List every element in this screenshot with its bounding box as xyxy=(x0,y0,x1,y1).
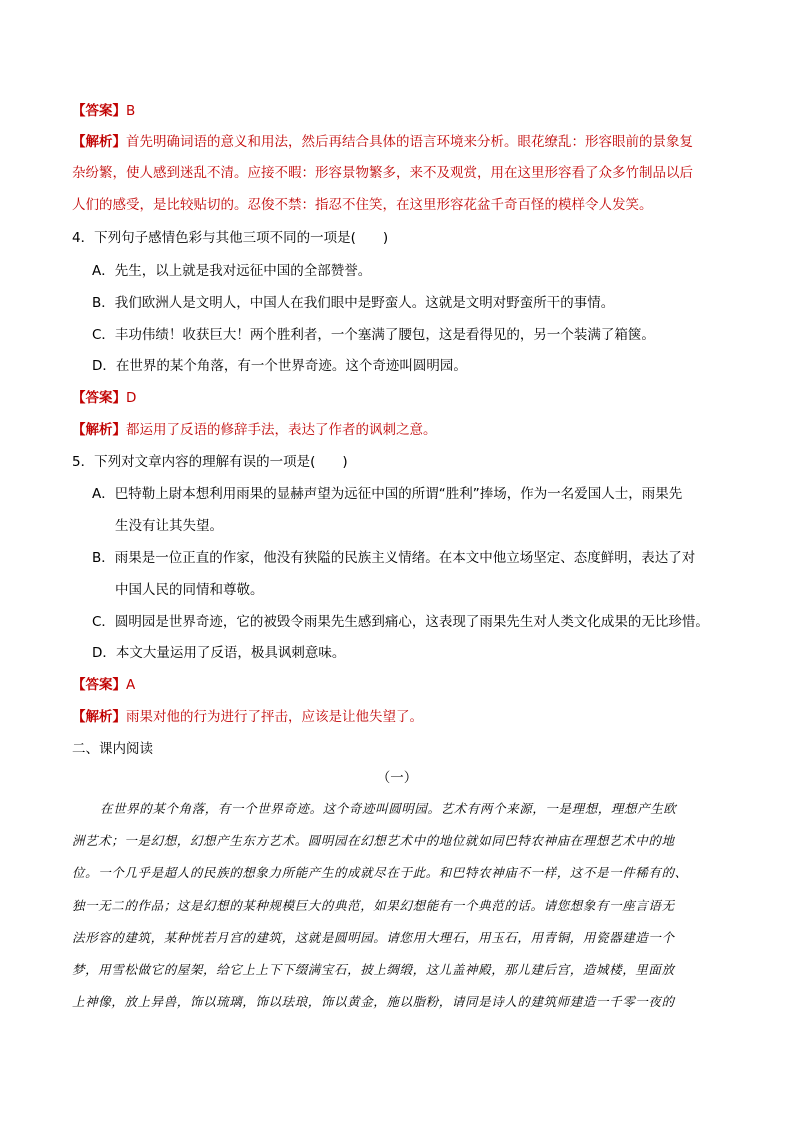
q5-option-a-cont: 生没有让其失望。 xyxy=(115,518,223,534)
q5-analysis xyxy=(72,707,423,727)
analysis-tag: 【解析】 xyxy=(72,422,126,438)
answer-tag: 【答案】 xyxy=(72,677,126,693)
q3-analysis-line-2: 杂纷繁，使人感到迷乱不清。应接不暇：形容景物繁多，来不及观赏，用在这里形容看了众多竹制品以后 xyxy=(72,165,693,181)
q5-option-b: B．雨果是一位正直的作家，他没有狭隘的民族主义情绪。在本文中他立场坚定、态度鲜明，表达了对 xyxy=(92,550,696,566)
analysis-text: 都运用了反语的修辞手法，表达了作者的讽刺之意。 xyxy=(126,422,437,438)
q5-option-d: D．本文大量运用了反语，极具讽刺意味。 xyxy=(92,645,346,661)
q5-option-a: A．巴特勒上尉本想利用雨果的显赫声望为远征中国的所谓“胜利”捧场，作为一名爱国人士，雨果先 xyxy=(92,486,683,502)
passage-line: 位。一个几乎是超人的民族的想象力所能产生的成就尽在于此。和巴特农神庙不一样，这不是一件稀有的、 xyxy=(72,865,688,880)
passage-title: （一） xyxy=(376,770,418,786)
q5-option-c: C．圆明园是世界奇迹，它的被毁令雨果先生感到痛心，这表现了雨果先生对人类文化成果的无比珍惜。 xyxy=(92,614,709,630)
passage-line: 梦，用雪松做它的屋架，给它上上下下缀满宝石，披上绸缎，这儿盖神殿，那儿建后宫，造城楼，里面放 xyxy=(72,962,675,977)
passage-line: 上神像，放上异兽，饰以琉璃，饰以珐琅，饰以黄金，施以脂粉，请同是诗人的建筑师建造一千零一夜的 xyxy=(72,994,675,1009)
q4-option-a: A．先生，以上就是我对远征中国的全部赞誉。 xyxy=(92,263,372,279)
q3-analysis-line-1 xyxy=(72,132,693,152)
q4-analysis xyxy=(72,420,437,440)
q3-analysis-line-3: 人们的感受，是比较贴切的。忍俊不禁：指忍不住笑，在这里形容花盆千奇百怪的模样令人发笑。 xyxy=(72,197,653,213)
q5-stem: 5．下列对文章内容的理解有误的一项是( ) xyxy=(72,454,348,470)
analysis-text: 首先明确词语的意义和用法，然后再结合具体的语言环境来分析。眼花缭乱：形容眼前的景象复 xyxy=(126,134,693,150)
analysis-text: 雨果对他的行为进行了抨击，应该是让他失望了。 xyxy=(126,709,423,725)
passage-line: 在世界的某个角落，有一个世界奇迹。这个奇迹叫圆明园。艺术有两个来源，一是理想，理想产生欧 xyxy=(100,801,677,816)
passage-line: 法形容的建筑，某种恍若月宫的建筑，这就是圆明园。请您用大理石，用玉石，用青铜，用瓷器建造一个 xyxy=(72,930,675,945)
q5-option-b-cont: 中国人民的同情和尊敬。 xyxy=(115,582,264,598)
analysis-tag: 【解析】 xyxy=(72,709,126,725)
q3-answer xyxy=(72,101,135,121)
q4-option-c: C．丰功伟绩！收获巨大！两个胜利者，一个塞满了腰包，这是看得见的，另一个装满了箱箧。 xyxy=(92,327,655,343)
q4-answer xyxy=(72,388,136,408)
q4-stem: 4．下列句子感情色彩与其他三项不同的一项是( ) xyxy=(72,230,389,246)
answer-value: B xyxy=(126,103,136,119)
answer-value: A xyxy=(126,677,136,693)
q4-option-d: D．在世界的某个角落，有一个世界奇迹。这个奇迹叫圆明园。 xyxy=(92,358,467,374)
analysis-tag: 【解析】 xyxy=(72,134,126,150)
section-title: 二、课内阅读 xyxy=(72,741,153,757)
passage-line: 独一无二的作品；这是幻想的某种规模巨大的典范，如果幻想能有一个典范的话。请您想象有一座言语无 xyxy=(72,898,675,913)
q5-answer xyxy=(72,675,135,695)
answer-value: D xyxy=(126,390,137,406)
passage-line: 洲艺术；一是幻想，幻想产生东方艺术。圆明园在幻想艺术中的地位就如同巴特农神庙在理想艺术中的地 xyxy=(72,833,675,848)
answer-tag: 【答案】 xyxy=(72,390,126,406)
answer-tag: 【答案】 xyxy=(72,103,126,119)
q4-option-b: B．我们欧洲人是文明人，中国人在我们眼中是野蛮人。这就是文明对野蛮所干的事情。 xyxy=(92,295,615,311)
